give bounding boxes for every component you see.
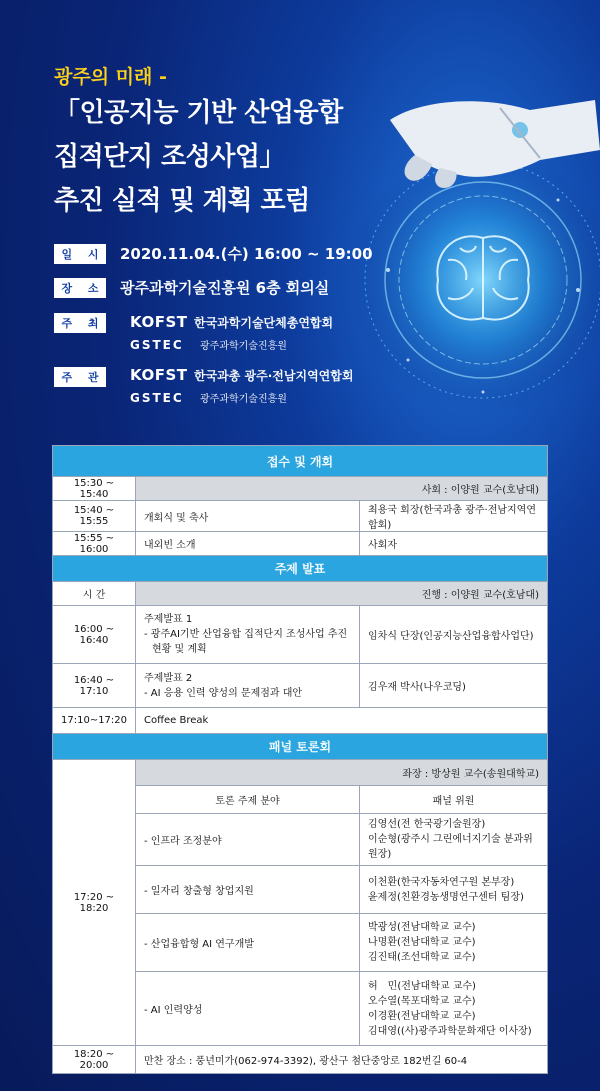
- table-row: [53, 1046, 548, 1074]
- table-row: [53, 532, 548, 556]
- organizer-row: [54, 367, 106, 387]
- program-item: 개회식 및 축사: [136, 501, 360, 532]
- host-label: 주 최: [54, 313, 106, 333]
- time-cell: 15:40 ~ 15:55: [53, 501, 136, 532]
- organizer-label: 주 관: [54, 367, 106, 387]
- program-item: Coffee Break: [136, 708, 548, 734]
- section-title-opening: 접수 및 개회: [53, 446, 548, 477]
- organizer-org-1: [130, 366, 353, 384]
- item-line: - 광주AI기반 산업융합 집적단지 조성사업 추진: [144, 629, 348, 640]
- host-orgs: [130, 313, 333, 352]
- time-cell: 17:20 ~ 18:20: [53, 760, 136, 1046]
- poster-hero: [0, 0, 600, 440]
- organizer-orgs: [130, 366, 353, 405]
- organizer-org-2: [130, 390, 353, 405]
- moderator-note: 진행 : 이양원 교수(호남대): [136, 582, 548, 606]
- panel-topic: - AI 인력양성: [136, 972, 360, 1046]
- poster-title-line-1: 「인공지능 기반 산업융합: [54, 98, 343, 128]
- time-cell: 15:30 ~ 15:40: [53, 477, 136, 501]
- program-item: [136, 664, 360, 708]
- table-row: [53, 708, 548, 734]
- program-item: 내외빈 소개: [136, 532, 360, 556]
- panel-member: 이순형(광주시 그린에너지기술 분과위원장): [368, 834, 533, 860]
- section-title-panel: 패널 토론회: [53, 734, 548, 760]
- place-label: 장 소: [54, 278, 106, 298]
- table-row: [53, 582, 548, 606]
- time-header: 시 간: [53, 582, 136, 606]
- schedule-table: [52, 445, 548, 1074]
- host-row: [54, 313, 106, 333]
- host-org-2: [130, 337, 333, 352]
- panel-topic: - 인프라 조정분야: [136, 814, 360, 866]
- kofst-logo: KOFST: [130, 366, 188, 384]
- gstec-logo: GSTEC: [130, 390, 184, 405]
- time-cell: 16:40 ~ 17:10: [53, 664, 136, 708]
- host-org-2-name: 광주과학기술진흥원: [200, 341, 287, 352]
- item-line: - AI 응용 인력 양성의 문제점과 대안: [144, 687, 303, 699]
- section-header: [53, 446, 548, 477]
- date-value: 2020.11.04.(수) 16:00 ~ 19:00: [120, 245, 373, 263]
- panel-member: 윤제정(친환경농생명연구센터 팀장): [368, 891, 524, 903]
- panel-header-members: 패널 위원: [360, 786, 548, 814]
- time-cell: 18:20 ~ 20:00: [53, 1046, 136, 1074]
- place-row: [54, 277, 329, 298]
- host-org-1-name: 한국과학기술단체총연합회: [194, 315, 334, 330]
- organizer-org-1-name: 한국과총 광주·전남지역연합회: [194, 368, 354, 383]
- panel-member: 이천환(한국자동차연구원 본부장): [368, 876, 515, 888]
- table-row: [53, 477, 548, 501]
- panel-member: 허 민(전남대학교 교수): [368, 980, 476, 992]
- item-line: 주제발표 1: [144, 614, 193, 625]
- panel-member: 박광성(전남대학교 교수): [368, 922, 476, 933]
- speaker: 사회자: [360, 532, 548, 556]
- date-row: [54, 243, 373, 264]
- panel-member: 김영선(전 한국광기술원장): [368, 819, 486, 830]
- poster-title-line-3: 추진 실적 및 계획 포럼: [54, 186, 310, 216]
- panel-members: [360, 866, 548, 914]
- item-line: 주제발표 2: [144, 672, 193, 684]
- panel-members: [360, 972, 548, 1046]
- panel-member: 나명환(전남대학교 교수): [368, 937, 476, 948]
- speaker: 김우재 박사(나우코딩): [360, 664, 548, 708]
- gstec-logo: GSTEC: [130, 337, 184, 352]
- section-title-presentation: 주제 발표: [53, 556, 548, 582]
- table-row: [53, 664, 548, 708]
- panel-member: 김진태(조선대학교 교수): [368, 952, 476, 963]
- host-org-1: [130, 313, 333, 331]
- program-item: [136, 606, 360, 664]
- place-value: 광주과학기술진흥원 6층 회의실: [120, 279, 330, 297]
- time-cell: 17:10~17:20: [53, 708, 136, 734]
- chair-note: 좌장 : 방상원 교수(송원대학교): [136, 760, 548, 786]
- panel-members: [360, 814, 548, 866]
- panel-members: [360, 914, 548, 972]
- time-cell: 15:55 ~ 16:00: [53, 532, 136, 556]
- panel-member: 이경환(전남대학교 교수): [368, 1010, 476, 1022]
- robot-hand-illustration: [370, 80, 600, 190]
- time-cell: 16:00 ~ 16:40: [53, 606, 136, 664]
- kofst-logo: KOFST: [130, 313, 188, 331]
- panel-topic: - 일자리 창출형 창업지원: [136, 866, 360, 914]
- speaker: 임차식 단장(인공지능산업융합사업단): [360, 606, 548, 664]
- poster-subtitle: 광주의 미래 -: [54, 66, 167, 88]
- panel-member: 김대영((사)광주과학문화재단 이사장): [368, 1025, 532, 1037]
- host-note: 사회 : 이양원 교수(호남대): [136, 477, 548, 501]
- dinner-info: 만찬 장소 : 풍년미가(062-974-3392), 광산구 첨단중앙로 182번길 60-4: [136, 1046, 548, 1074]
- table-row: [53, 760, 548, 786]
- table-row: [53, 501, 548, 532]
- panel-member: 오수열(목포대학교 교수): [368, 995, 476, 1007]
- item-line: 현황 및 계획: [152, 644, 207, 655]
- panel-header-topic: 토론 주제 분야: [136, 786, 360, 814]
- poster-title-line-2: 집적단지 조성사업」: [54, 142, 285, 172]
- section-header: [53, 734, 548, 760]
- speaker: 최용국 회장(한국과총 광주·전남지역연합회): [360, 501, 548, 532]
- panel-topic: - 산업융합형 AI 연구개발: [136, 914, 360, 972]
- date-label: 일 시: [54, 244, 106, 264]
- section-header: [53, 556, 548, 582]
- table-row: [53, 606, 548, 664]
- organizer-org-2-name: 광주과학기술진흥원: [200, 394, 287, 405]
